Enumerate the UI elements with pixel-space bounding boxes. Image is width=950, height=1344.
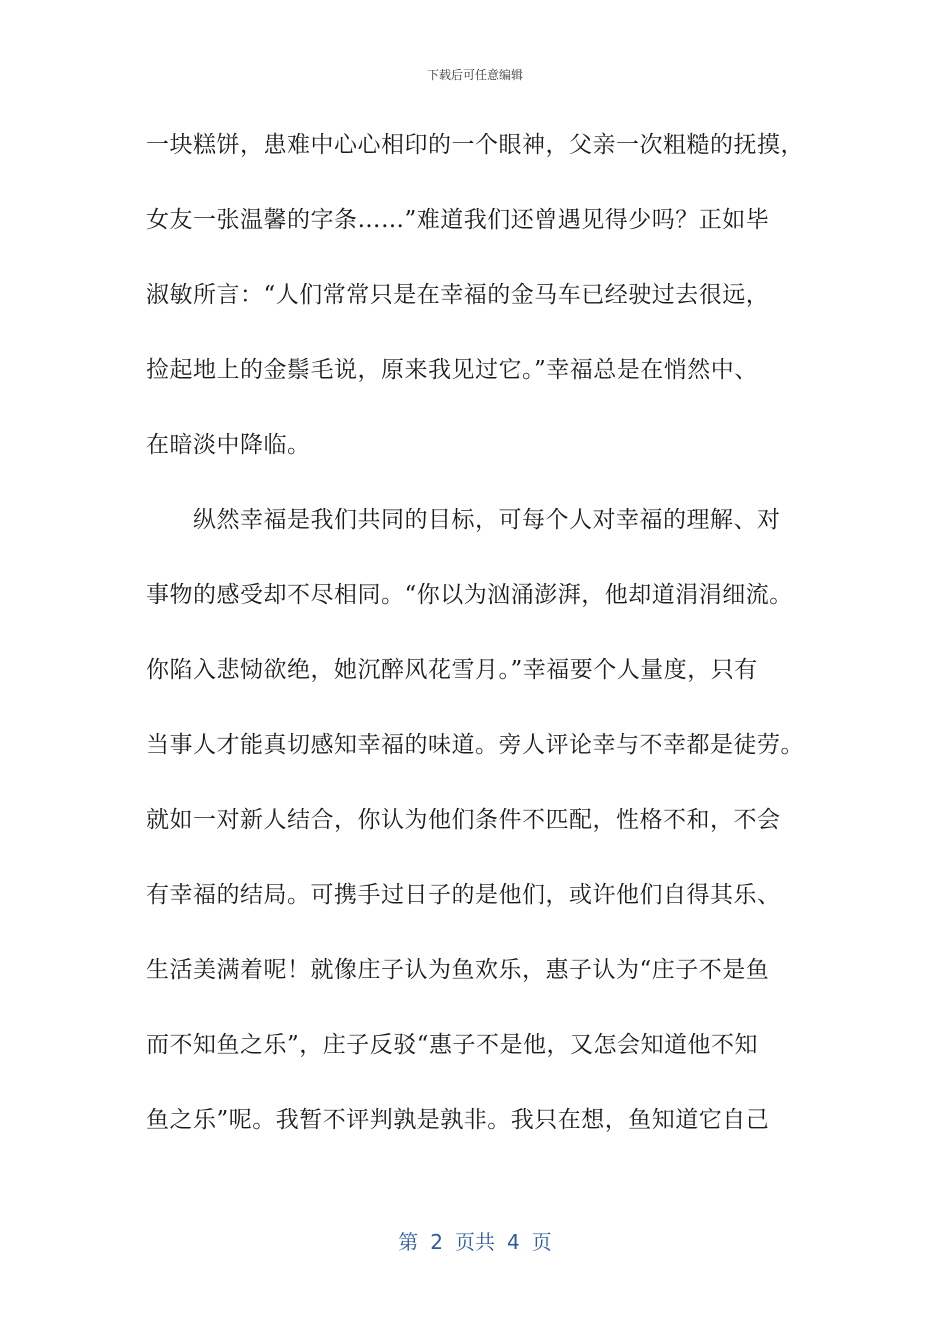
text-line: 生活美满着呢！就像庄子认为鱼欢乐，惠子认为“庄子不是鱼: [146, 957, 770, 983]
header-note: 下载后可任意编辑: [426, 68, 523, 82]
text-line: 就如一对新人结合，你认为他们条件不匹配，性格不和，不会: [146, 807, 781, 833]
footer-middle: 页共: [455, 1230, 495, 1254]
page-number: 2: [430, 1230, 443, 1254]
text-line: 在暗淡中降临。: [146, 432, 311, 458]
total-pages: 4: [507, 1230, 520, 1254]
text-line: 纵然幸福是我们共同的目标，可每个人对幸福的理解、对: [146, 507, 781, 533]
page-footer: [0, 1226, 950, 1255]
text-line: 有幸福的结局。可携手过日子的是他们，或许他们自得其乐、: [146, 882, 781, 908]
text-line: 女友一张温馨的字条……”难道我们还曾遇见得少吗？正如毕: [146, 207, 770, 233]
text-line: 捡起地上的金鬃毛说，原来我见过它。”幸福总是在悄然中、: [146, 357, 758, 383]
text-line: 事物的感受却不尽相同。“你以为汹涌澎湃，他却道涓涓细流。: [146, 582, 793, 608]
footer-prefix: 第: [398, 1230, 419, 1254]
text-line: 一块糕饼，患难中心心相印的一个眼神，父亲一次粗糙的抚摸，: [146, 132, 804, 158]
text-line: 而不知鱼之乐”，庄子反驳“惠子不是他，又怎会知道他不知: [146, 1032, 759, 1058]
text-line: 当事人才能真切感知幸福的味道。旁人评论幸与不幸都是徒劳。: [146, 732, 804, 758]
text-line: 你陷入悲恸欲绝，她沉醉风花雪月。”幸福要个人量度，只有: [146, 657, 758, 683]
text-line: 淑敏所言：“人们常常只是在幸福的金马车已经驶过去很远，: [146, 282, 770, 308]
text-line: 鱼之乐”呢。我暂不评判孰是孰非。我只在想，鱼知道它自己: [146, 1107, 770, 1133]
footer-suffix: 页: [531, 1230, 552, 1254]
